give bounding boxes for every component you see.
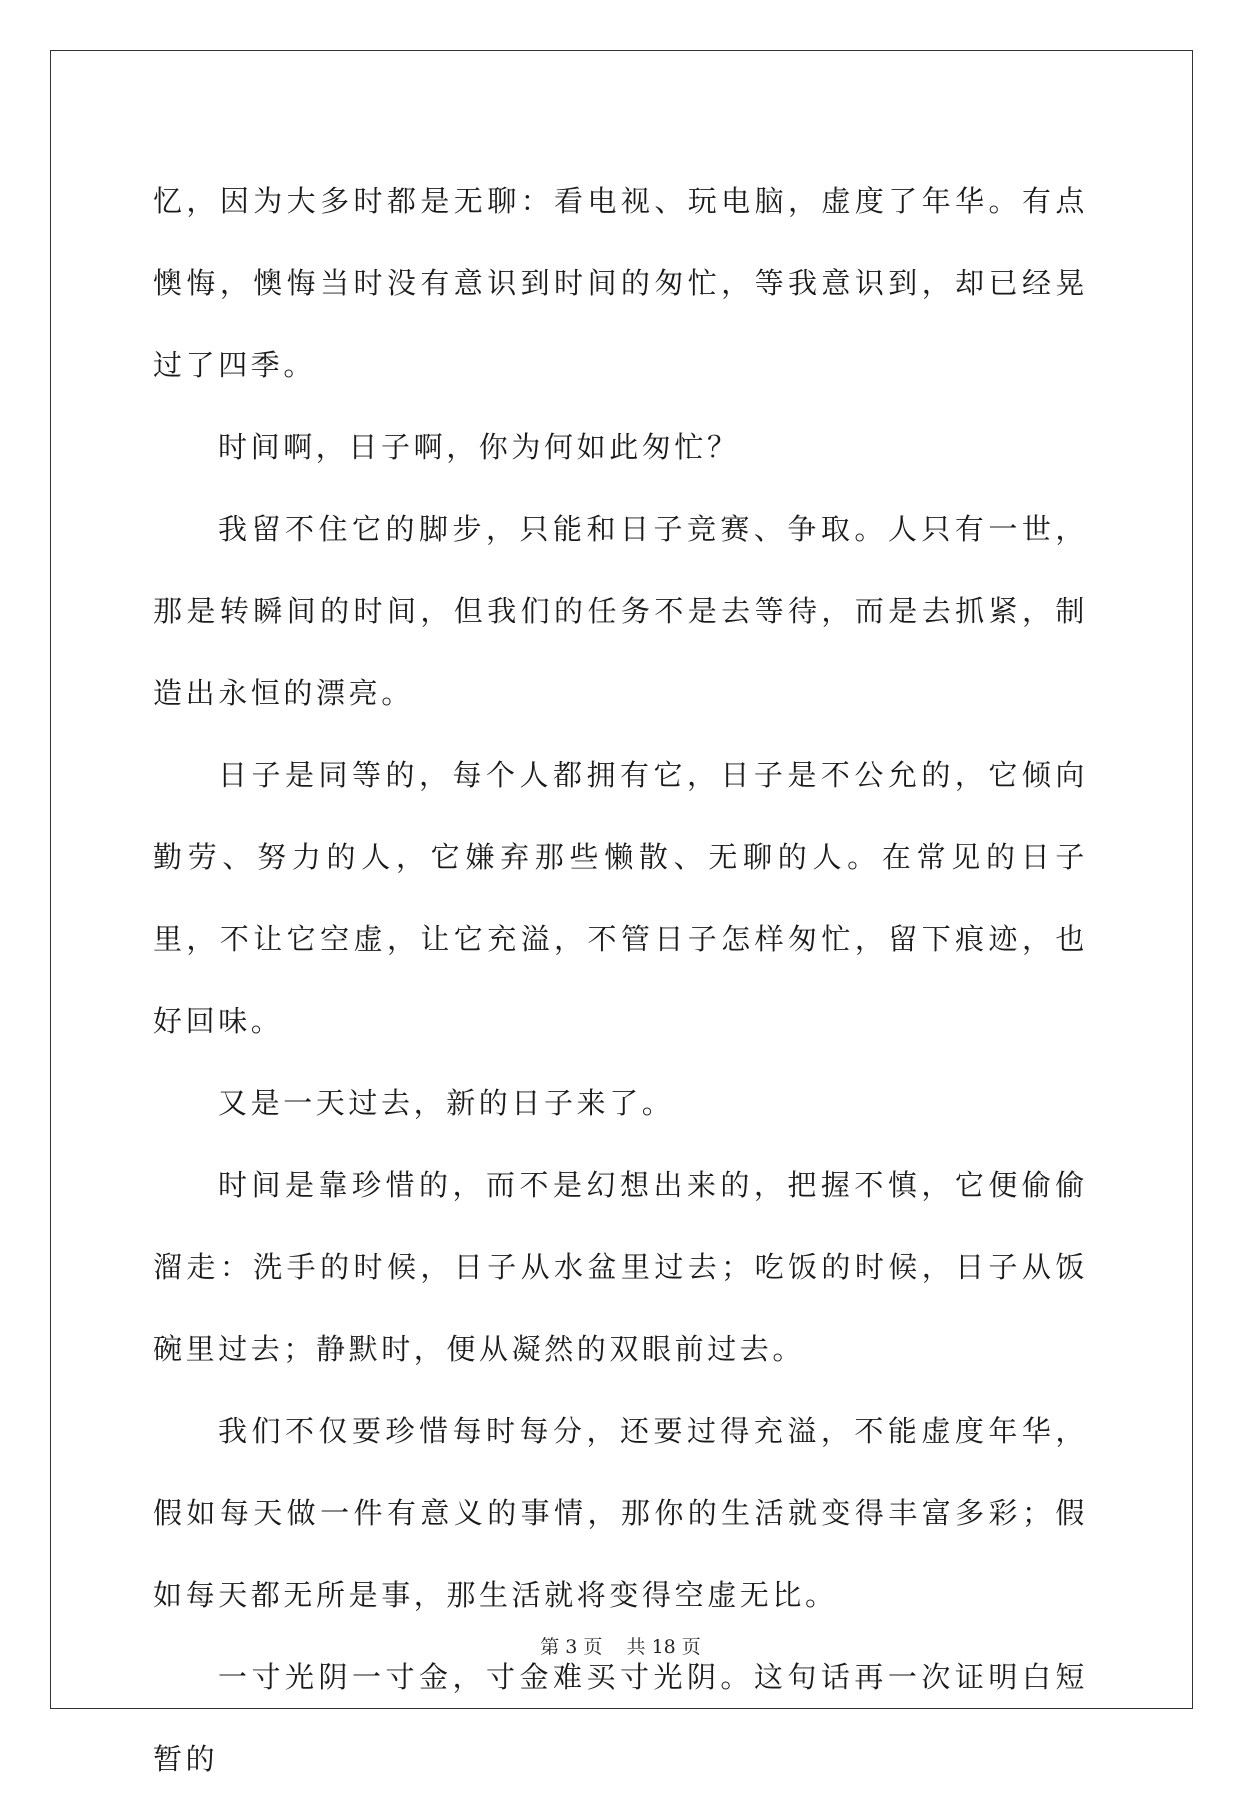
document-body xyxy=(153,160,1088,1800)
paragraph-6: 时间是靠珍惜的，而不是幻想出来的，把握不慎，它便偷偷溜走：洗手的时候，日子从水盆里过去；吃饭的时候，日子从饭碗里过去；静默时，便从凝然的双眼前过去。 xyxy=(153,1168,1088,1366)
paragraph-1: 忆，因为大多时都是无聊：看电视、玩电脑，虚度了年华。有点懊悔，懊悔当时没有意识到时间的匆忙，等我意识到，却已经晃过了四季。 xyxy=(153,184,1088,382)
paragraph-3: 我留不住它的脚步，只能和日子竞赛、争取。人只有一世，那是转瞬间的时间，但我们的任务不是去等待，而是去抓紧，制造出永恒的漂亮。 xyxy=(153,512,1088,710)
paragraph-2: 时间啊，日子啊，你为何如此匆忙？ xyxy=(218,430,740,464)
paragraph-8: 一寸光阴一寸金，寸金难买寸光阴。这句话再一次证明白短暂的 xyxy=(153,1660,1088,1776)
paragraph-5: 又是一天过去，新的日子来了。 xyxy=(218,1086,675,1120)
page-number-label: 第 3 页 共 18 页 xyxy=(540,1636,701,1658)
paragraph-7: 我们不仅要珍惜每时每分，还要过得充溢，不能虚度年华，假如每天做一件有意义的事情，那你的生活就变得丰富多彩；假如每天都无所是事，那生活就将变得空虚无比。 xyxy=(153,1414,1088,1612)
paragraph-4: 日子是同等的，每个人都拥有它，日子是不公允的，它倾向勤劳、努力的人，它嫌弃那些懒散、无聊的人。在常见的日子里，不让它空虚，让它充溢，不管日子怎样匆忙，留下痕迹，也好回味。 xyxy=(153,758,1088,1038)
page-footer xyxy=(0,1632,1241,1659)
